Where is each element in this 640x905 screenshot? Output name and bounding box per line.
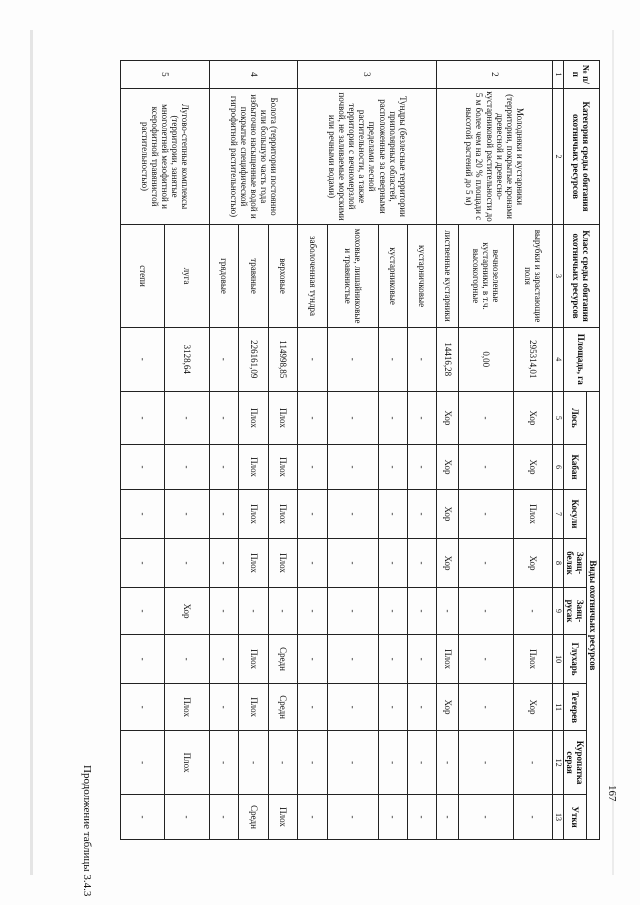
quality-rating: Плох: [239, 445, 269, 490]
quality-rating: -: [327, 684, 379, 731]
quality-rating: Средн: [239, 795, 269, 840]
area-value: 114998,85: [268, 327, 298, 391]
quality-rating: Плох: [514, 635, 552, 684]
habitat-class: кустарничковые: [408, 225, 437, 327]
quality-rating: -: [379, 731, 408, 795]
quality-rating: Плох: [239, 635, 269, 684]
quality-rating: -: [408, 445, 437, 490]
area-value: 226161,09: [239, 327, 269, 391]
quality-rating: Хор: [437, 539, 459, 588]
column-index: 10: [552, 635, 563, 684]
quality-rating: -: [408, 539, 437, 588]
quality-rating: -: [327, 489, 379, 538]
table-row: [408, 61, 437, 840]
quality-rating: -: [408, 684, 437, 731]
quality-rating: -: [165, 539, 209, 588]
header-area: Площадь, га: [563, 327, 599, 391]
header-class: Класс среды обитания охотничьих ресурсов: [563, 225, 599, 327]
habitat-class: травяные: [239, 225, 269, 327]
header-species: Заяц-беляк: [563, 539, 586, 588]
quality-rating: -: [459, 795, 514, 840]
column-index: 2: [552, 88, 563, 225]
area-value: 295314,01: [514, 327, 552, 391]
quality-rating: -: [165, 795, 209, 840]
quality-rating: Плох: [165, 684, 209, 731]
header-num: № п/п: [563, 61, 599, 89]
quality-rating: -: [327, 391, 379, 444]
column-index: 8: [552, 539, 563, 588]
column-index: 6: [552, 445, 563, 490]
quality-rating: -: [327, 445, 379, 490]
column-index: 11: [552, 684, 563, 731]
quality-rating: -: [514, 795, 552, 840]
quality-rating: -: [298, 445, 327, 490]
quality-rating: -: [209, 795, 239, 840]
quality-rating: -: [379, 795, 408, 840]
quality-rating: -: [121, 539, 165, 588]
quality-rating: Плох: [165, 731, 209, 795]
habitat-category: Молодняки и кустарники (территории, покрытые кронами древесной и древесно-кустарниковой растительности до 5 м более чем на 20 % площади с высотой растений до 5 м): [437, 88, 552, 225]
quality-rating: -: [298, 635, 327, 684]
quality-rating: -: [121, 731, 165, 795]
quality-rating: -: [327, 731, 379, 795]
quality-rating: -: [437, 795, 459, 840]
quality-rating: -: [165, 489, 209, 538]
header-species: Утки: [563, 795, 586, 840]
quality-rating: -: [165, 635, 209, 684]
quality-rating: -: [327, 635, 379, 684]
column-index: 5: [552, 391, 563, 444]
quality-rating: -: [121, 445, 165, 490]
quality-rating: Плох: [268, 489, 298, 538]
area-value: 14416,28: [437, 327, 459, 391]
habitat-class: луга: [165, 225, 209, 327]
quality-rating: -: [209, 684, 239, 731]
area-value: 3128,64: [165, 327, 209, 391]
habitat-category: Тундры (безлесные территории приполярных областей, расположенные за северными пределами лесной растительности, а также территории с вечномерзлой почвой, не заливаемые морскими или речными водами): [298, 88, 437, 225]
habitat-class: заболоченная тундра: [298, 225, 327, 327]
habitat-class: степи: [121, 225, 165, 327]
habitat-class: кустарниковые: [379, 225, 408, 327]
quality-rating: -: [121, 588, 165, 635]
habitat-class: лиственные кустарники: [437, 225, 459, 327]
quality-rating: -: [459, 588, 514, 635]
quality-rating: -: [165, 391, 209, 444]
quality-rating: -: [408, 588, 437, 635]
quality-rating: -: [459, 489, 514, 538]
quality-rating: Плох: [239, 489, 269, 538]
quality-rating: -: [209, 489, 239, 538]
header-species: Лось: [563, 391, 586, 444]
quality-rating: -: [408, 795, 437, 840]
habitat-class: вечнозеленые кустарники, в т.ч. высокогорные: [459, 225, 514, 327]
column-index: 3: [552, 225, 563, 327]
quality-rating: -: [298, 684, 327, 731]
header-species: Косули: [563, 489, 586, 538]
column-index: 4: [552, 327, 563, 391]
quality-rating: -: [209, 588, 239, 635]
area-value: -: [327, 327, 379, 391]
quality-rating: -: [209, 445, 239, 490]
quality-rating: -: [209, 731, 239, 795]
quality-rating: -: [459, 684, 514, 731]
group-number: 4: [209, 61, 298, 89]
quality-rating: Плох: [514, 489, 552, 538]
quality-rating: Плох: [268, 391, 298, 444]
quality-rating: -: [459, 539, 514, 588]
quality-rating: -: [239, 731, 269, 795]
quality-rating: -: [379, 445, 408, 490]
quality-rating: -: [459, 391, 514, 444]
habitat-class: вырубки и зарастающие поля: [514, 225, 552, 327]
habitat-category: Лугово-степные комплексы (территории, занятые многолетней мезофитной и ксерофитной травянистой растительностью): [121, 88, 210, 225]
header-species-group: Виды охотничьих ресурсов: [586, 391, 599, 839]
habitat-category: Болота (территории постоянно или большую часть года избыточно насыщенные водой и покрытые специфической гигрофитной растительностью): [209, 88, 298, 225]
quality-rating: Плох: [268, 445, 298, 490]
quality-rating: -: [379, 635, 408, 684]
quality-rating: -: [298, 795, 327, 840]
quality-rating: -: [165, 445, 209, 490]
quality-rating: -: [298, 731, 327, 795]
quality-rating: Плох: [239, 539, 269, 588]
quality-rating: -: [298, 588, 327, 635]
quality-rating: -: [239, 588, 269, 635]
header-category: Категория среды обитания охотничьих ресурсов: [563, 88, 599, 225]
habitat-class: верховые: [268, 225, 298, 327]
column-index: 12: [552, 731, 563, 795]
quality-rating: Хор: [437, 445, 459, 490]
quality-rating: -: [459, 635, 514, 684]
quality-rating: -: [268, 588, 298, 635]
quality-rating: -: [408, 731, 437, 795]
quality-rating: -: [121, 684, 165, 731]
quality-rating: -: [379, 539, 408, 588]
quality-rating: Средн: [268, 635, 298, 684]
header-species: Куропатка серая: [563, 731, 586, 795]
quality-rating: Плох: [239, 684, 269, 731]
quality-rating: -: [121, 795, 165, 840]
quality-rating: -: [379, 391, 408, 444]
quality-rating: -: [327, 539, 379, 588]
area-value: -: [121, 327, 165, 391]
quality-rating: -: [268, 731, 298, 795]
header-species: Заяц-русак: [563, 588, 586, 635]
quality-rating: -: [514, 588, 552, 635]
page-number: 167: [606, 785, 618, 802]
quality-rating: -: [121, 391, 165, 444]
column-index: 13: [552, 795, 563, 840]
table-row: [268, 61, 298, 840]
quality-rating: Хор: [437, 684, 459, 731]
group-number: 2: [437, 61, 552, 89]
area-value: -: [408, 327, 437, 391]
column-index: 9: [552, 588, 563, 635]
quality-rating: -: [459, 445, 514, 490]
habitat-class: грядовые: [209, 225, 239, 327]
quality-rating: Плох: [437, 635, 459, 684]
area-value: -: [298, 327, 327, 391]
quality-rating: Хор: [165, 588, 209, 635]
quality-rating: -: [408, 489, 437, 538]
quality-rating: -: [437, 588, 459, 635]
column-index: 1: [552, 61, 563, 89]
header-species: Глухарь: [563, 635, 586, 684]
quality-rating: -: [121, 635, 165, 684]
quality-rating: -: [327, 795, 379, 840]
quality-rating: -: [209, 635, 239, 684]
column-index: 7: [552, 489, 563, 538]
quality-rating: -: [514, 731, 552, 795]
quality-rating: -: [379, 588, 408, 635]
quality-rating: -: [209, 539, 239, 588]
quality-rating: Хор: [437, 391, 459, 444]
quality-rating: -: [209, 391, 239, 444]
quality-rating: Плох: [268, 795, 298, 840]
quality-rating: -: [298, 489, 327, 538]
group-number: 5: [121, 61, 210, 89]
quality-rating: Хор: [514, 445, 552, 490]
area-value: 0,00: [459, 327, 514, 391]
habitat-class: моховые, лишайниковые и травянистые: [327, 225, 379, 327]
quality-rating: -: [298, 391, 327, 444]
quality-rating: Хор: [514, 684, 552, 731]
quality-rating: -: [121, 489, 165, 538]
quality-rating: -: [408, 635, 437, 684]
quality-rating: -: [298, 539, 327, 588]
quality-rating: Хор: [514, 391, 552, 444]
quality-rating: -: [408, 391, 437, 444]
quality-rating: -: [327, 588, 379, 635]
quality-rating: Средн: [268, 684, 298, 731]
quality-rating: -: [437, 731, 459, 795]
quality-rating: -: [459, 731, 514, 795]
quality-rating: Плох: [268, 539, 298, 588]
quality-rating: Хор: [437, 489, 459, 538]
area-value: -: [379, 327, 408, 391]
table-caption: Продолжение таблицы 3.4.3: [81, 765, 93, 897]
header-species: Кабан: [563, 445, 586, 490]
area-value: -: [209, 327, 239, 391]
table-row: [165, 61, 209, 840]
header-species: Тетерев: [563, 684, 586, 731]
quality-rating: -: [379, 684, 408, 731]
quality-rating: -: [379, 489, 408, 538]
habitat-table: [120, 60, 600, 840]
table-row: [514, 61, 552, 840]
quality-rating: Хор: [514, 539, 552, 588]
quality-rating: Плох: [239, 391, 269, 444]
group-number: 3: [298, 61, 437, 89]
